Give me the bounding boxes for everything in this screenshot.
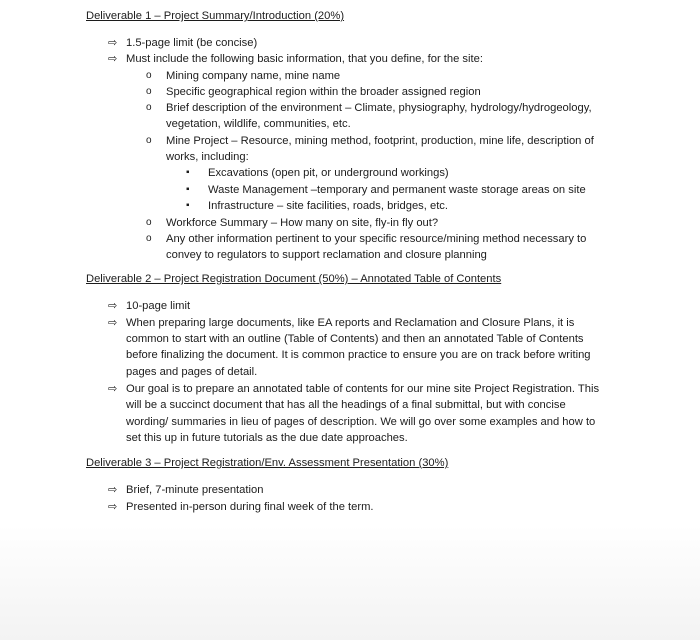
deliverable-1-heading: Deliverable 1 – Project Summary/Introduction (20%) bbox=[86, 10, 345, 22]
arrow-bullet-icon: ⇨ bbox=[108, 317, 118, 329]
deliverable-2-heading: Deliverable 2 – Project Registration Document (50%) – Annotated Table of Contents bbox=[86, 273, 502, 285]
square-bullet-icon: ▪ bbox=[186, 167, 190, 178]
circle-bullet-icon: o bbox=[146, 217, 152, 228]
arrow-bullet-icon: ⇨ bbox=[108, 501, 118, 513]
arrow-bullet-icon: ⇨ bbox=[108, 37, 118, 49]
square-bullet-icon: ▪ bbox=[186, 200, 190, 211]
arrow-bullet-icon: ⇨ bbox=[108, 53, 118, 65]
document-page: Deliverable 1 – Project Summary/Introduction (20%) ⇨ 1.5-page limit (be concise) ⇨ Must include the following basic information, that you define, for the site: o Mining company name, mine name o Specific geographical region within the broader assigned region o Brief description of the environment – Climate, physiography, hydrology/hydrogeology, vegetation, wildlife, communities, etc. o Mine Project – Resource, mining method, footprint, production, mine life, description of works, including: ▪ Excavations (open pit, or underground workings) ▪ Waste Management –temporary and permanent waste storage areas on site ▪ Infrastructure – site facilities, roads, bridges, etc. o Workforce Summary – How many on site, fly-in fly out? o Any other information pertinent to your specific resource/mining method necessary to convey to regulators to support reclamation and closure planning Deliverable 2 – Project Registration Document (50%) – Annotated Table of Contents ⇨ 10-page limit ⇨ When preparing large documents, like EA reports and Reclamation and Closure Plans, it is common to start with an outline (Table of Contents) and then an annotated Table of Contents before finalizing the document. It is common practice to ensure you are on track before writing pages and pages of detail. ⇨ Our goal is to prepare an annotated table of contents for our mine site Project Registration. This will be a succinct document that has all the headings of a final submittal, but with concise wording/ summaries in lieu of pages of description. We will go over some examples and how to set this up in future tutorials as the due date approaches. Deliverable 3 – Project Registration/Env. Assessment Presentation (30%) ⇨ Brief, 7-minute presentation ⇨ Presented in-person during final week of the term. bbox=[0, 0, 700, 640]
list-item-continuation: common to start with an outline (Table of Contents) and then an annotated Table of Contents bbox=[126, 333, 584, 345]
deliverable-3-heading: Deliverable 3 – Project Registration/Env. Assessment Presentation (30%) bbox=[86, 457, 449, 469]
arrow-bullet-icon: ⇨ bbox=[108, 383, 118, 395]
circle-bullet-icon: o bbox=[146, 135, 152, 146]
circle-bullet-icon: o bbox=[146, 102, 152, 113]
square-bullet-icon: ▪ bbox=[186, 184, 190, 195]
circle-bullet-icon: o bbox=[146, 70, 152, 81]
list-item-continuation: pages and pages of detail. bbox=[126, 366, 258, 378]
arrow-bullet-icon: ⇨ bbox=[108, 300, 118, 312]
circle-bullet-icon: o bbox=[146, 233, 152, 244]
circle-bullet-icon: o bbox=[146, 86, 152, 97]
list-item-continuation: works, including: bbox=[166, 151, 249, 163]
list-item-continuation: will be a succinct document that has all the headings of a final submittal, but with concise bbox=[126, 399, 566, 411]
list-item-continuation: set this up in future tutorials as the due date approaches. bbox=[126, 432, 408, 444]
arrow-bullet-icon: ⇨ bbox=[108, 484, 118, 496]
list-item-continuation: convey to regulators to support reclamation and closure planning bbox=[166, 249, 487, 261]
list-item-continuation: before finalizing the document. It is common practice to ensure you are on track before writing bbox=[126, 349, 591, 361]
list-item-continuation: vegetation, wildlife, communities, etc. bbox=[166, 118, 351, 130]
list-item-continuation: wording/ summaries in lieu of pages of description. We will go over some examples and how to bbox=[126, 416, 596, 428]
